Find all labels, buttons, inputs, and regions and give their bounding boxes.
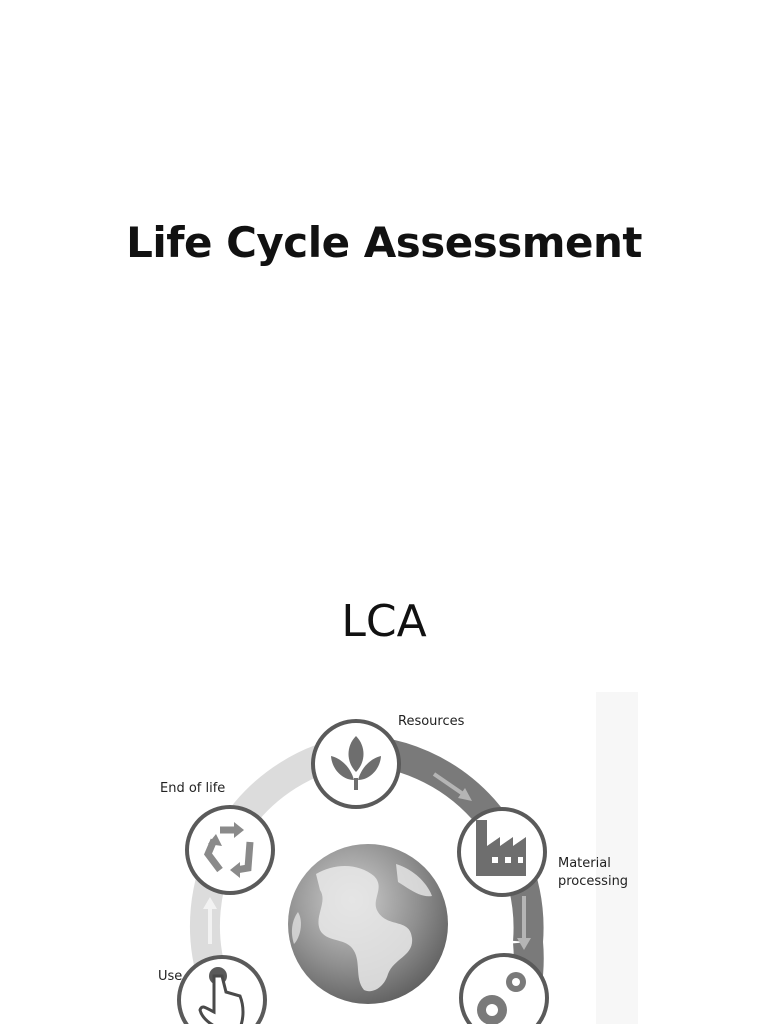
stage-label-use: Use xyxy=(158,969,183,984)
lca-diagram xyxy=(148,692,638,1024)
stage-label-end-of-life: End of life xyxy=(160,781,226,796)
use-stage xyxy=(179,957,265,1024)
stage-label-material-processing: Material processing xyxy=(558,856,629,889)
resources-stage xyxy=(313,721,399,807)
stage-label-resources: Resources xyxy=(398,714,465,729)
slide-title: Life Cycle Assessment xyxy=(126,218,642,267)
slide-subtitle: LCA xyxy=(341,596,427,647)
globe-icon xyxy=(288,844,448,1004)
end-of-life-stage xyxy=(187,807,273,893)
material-processing-stage xyxy=(459,809,545,895)
manufacturing-stage xyxy=(461,955,547,1024)
